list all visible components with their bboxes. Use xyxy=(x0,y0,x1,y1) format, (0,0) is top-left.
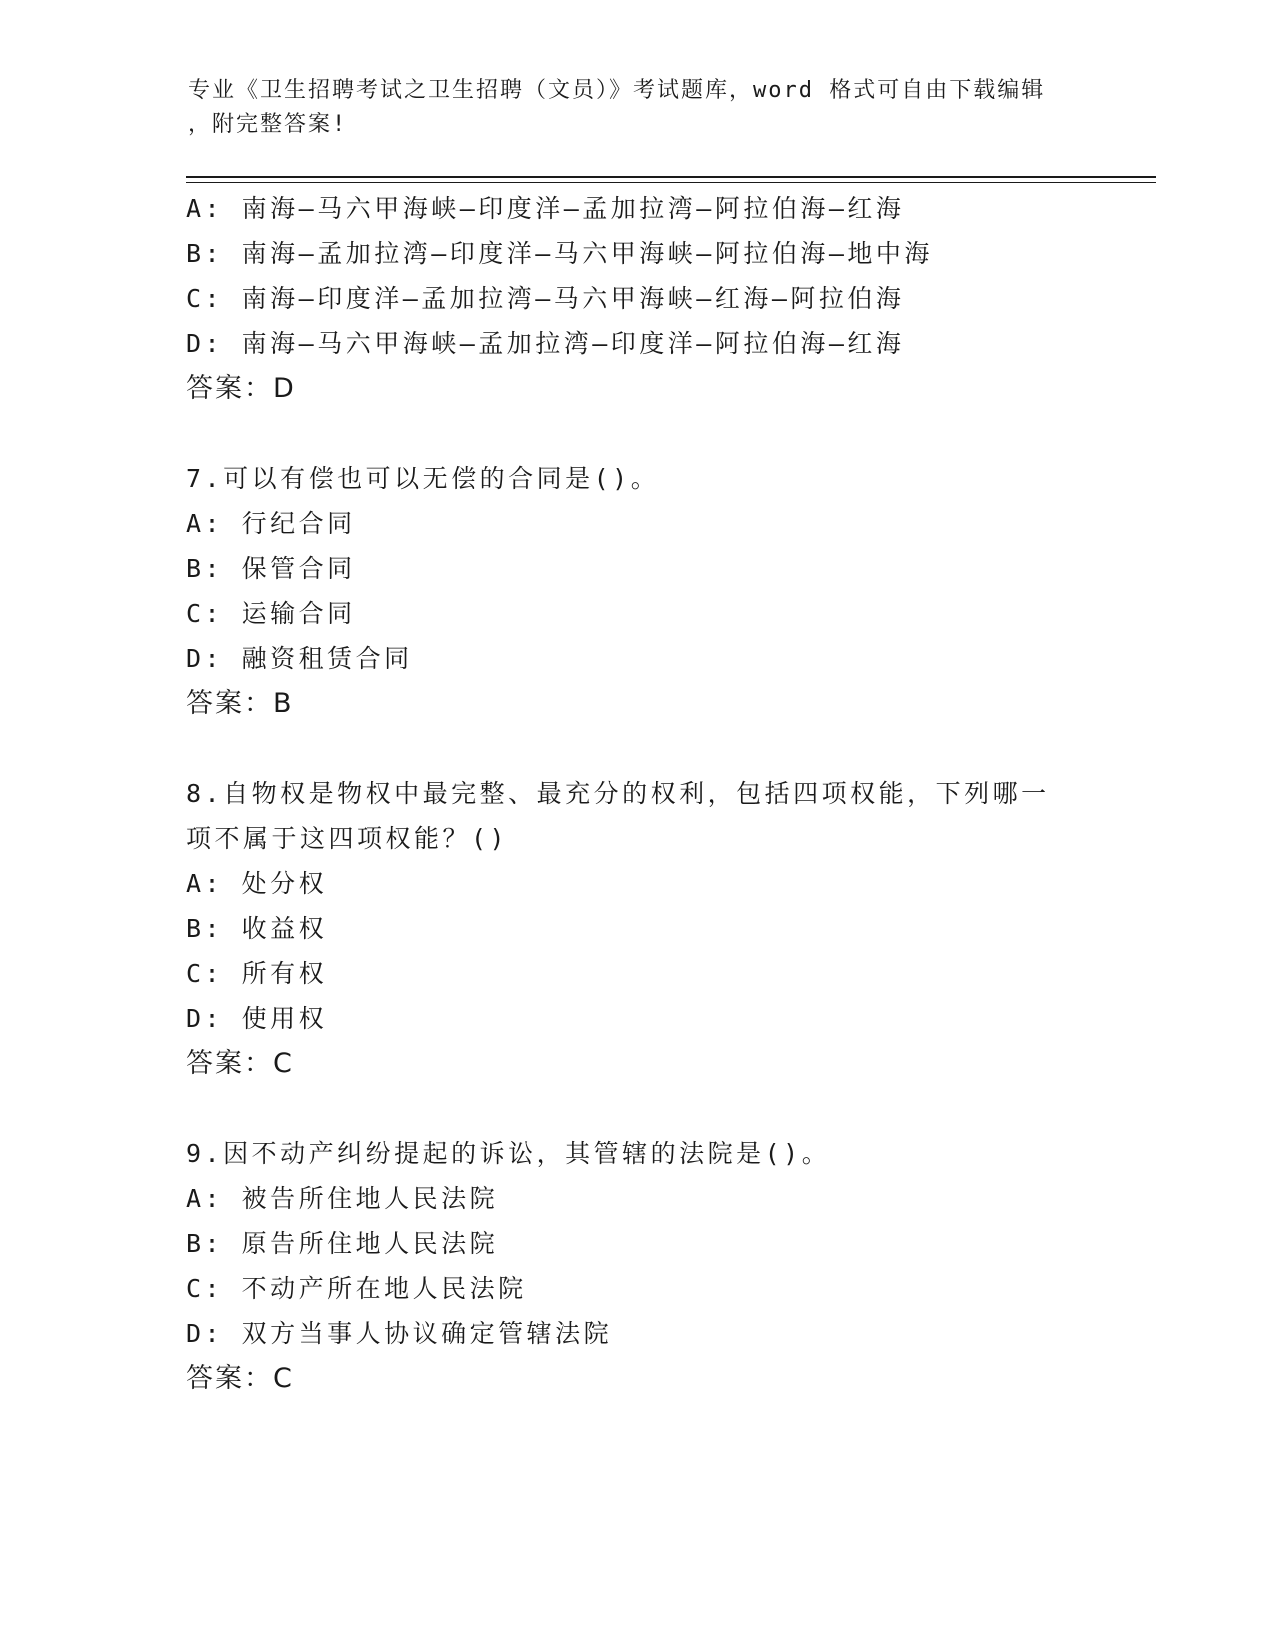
q9-option-a: A: 被告所住地人民法院 xyxy=(186,1184,499,1213)
header-line-2: ，附完整答案! xyxy=(188,112,348,137)
q8-question-line-2: 项不属于这四项权能？() xyxy=(186,824,509,853)
q9-option-c: C: 不动产所在地人民法院 xyxy=(186,1274,527,1303)
header-divider-thick xyxy=(186,176,1156,178)
q7-question: 7.可以有偿也可以无偿的合同是()。 xyxy=(186,464,660,493)
q7-option-d: D: 融资租赁合同 xyxy=(186,644,413,673)
q7-option-b: B: 保管合同 xyxy=(186,554,356,583)
q6-answer: 答案：D xyxy=(186,373,296,404)
q8-option-c: C: 所有权 xyxy=(186,959,328,988)
q6-option-d: D: 南海—马六甲海峡—孟加拉湾—印度洋—阿拉伯海—红海 xyxy=(186,329,905,358)
q9-option-d: D: 双方当事人协议确定管辖法院 xyxy=(186,1319,613,1348)
q8-question-line-1: 8.自物权是物权中最完整、最充分的权利，包括四项权能，下列哪一 xyxy=(186,779,1050,808)
header-divider-thin xyxy=(186,182,1156,183)
q8-option-a: A: 处分权 xyxy=(186,869,328,898)
q9-question: 9.因不动产纠纷提起的诉讼，其管辖的法院是()。 xyxy=(186,1139,831,1168)
q7-option-a: A: 行纪合同 xyxy=(186,509,356,538)
q9-answer: 答案：C xyxy=(186,1363,294,1394)
q8-option-d: D: 使用权 xyxy=(186,1004,328,1033)
q8-option-b: B: 收益权 xyxy=(186,914,328,943)
q8-answer: 答案：C xyxy=(186,1048,294,1079)
q6-option-b: B: 南海—孟加拉湾—印度洋—马六甲海峡—阿拉伯海—地中海 xyxy=(186,239,933,268)
q7-option-c: C: 运输合同 xyxy=(186,599,356,628)
document-header xyxy=(188,74,1088,142)
header-line-1: 专业《卫生招聘考试之卫生招聘（文员）》考试题库，word 格式可自由下载编辑 xyxy=(188,78,1046,103)
q6-option-a: A: 南海—马六甲海峡—印度洋—孟加拉湾—阿拉伯海—红海 xyxy=(186,194,905,223)
q7-answer: 答案：B xyxy=(186,688,294,719)
q9-option-b: B: 原告所住地人民法院 xyxy=(186,1229,499,1258)
q6-option-c: C: 南海—印度洋—孟加拉湾—马六甲海峡—红海—阿拉伯海 xyxy=(186,284,905,313)
